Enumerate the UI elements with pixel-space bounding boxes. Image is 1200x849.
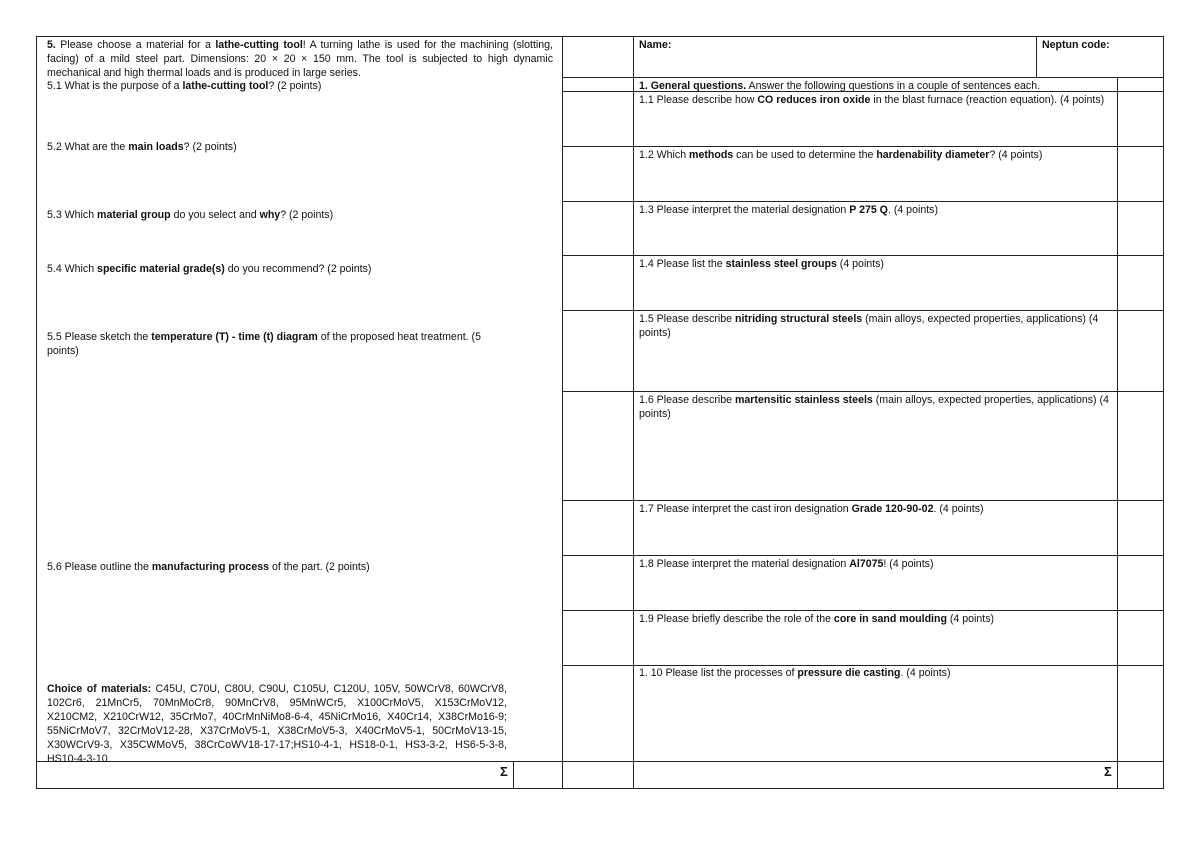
- question-1-4: 1.4 Please list the stainless steel groups (4 points): [639, 258, 884, 270]
- question-5-1: 5.1 What is the purpose of a lathe-cutting tool? (2 points): [47, 80, 322, 92]
- row-line-1-3: [562, 255, 1164, 256]
- left-sum-field[interactable]: [514, 762, 562, 789]
- row-line-1-1: [562, 146, 1164, 147]
- row-line-1-2: [562, 201, 1164, 202]
- question-1-8: 1.8 Please interpret the material designation Al7075! (4 points): [639, 558, 934, 570]
- right-sum-field[interactable]: [1118, 762, 1164, 789]
- row-line-1-7: [562, 555, 1164, 556]
- question-5-6: 5.6 Please outline the manufacturing process of the part. (2 points): [47, 561, 370, 573]
- question-5-3: 5.3 Which material group do you select and why? (2 points): [47, 209, 334, 221]
- divider-right-label-col: [633, 36, 634, 789]
- left-sum-symbol: Σ: [500, 764, 508, 779]
- question-5-2: 5.2 What are the main loads? (2 points): [47, 141, 237, 153]
- neptun-code-label: Neptun code:: [1042, 39, 1110, 51]
- question-5-4: 5.4 Which specific material grade(s) do you recommend? (2 points): [47, 263, 372, 275]
- name-label: Name:: [639, 39, 672, 51]
- question-1-6: 1.6 Please describe martensitic stainless steels (main alloys, expected properties, applications) (4 points): [639, 394, 1109, 420]
- question-1-9: 1.9 Please briefly describe the role of the core in sand moulding (4 points): [639, 613, 995, 625]
- question-5-intro: 5. Please choose a material for a lathe-cutting tool! A turning lathe is used for the machining (slotting, facing) of a mild steel part. Dimensions: 20 × 20 × 150 mm. The tool is subjected to high dynamic mechanical and high thermal loads and is produced in large series.: [47, 39, 554, 79]
- question-1-3: 1.3 Please interpret the material designation P 275 Q. (4 points): [639, 204, 938, 216]
- question-1-1: 1.1 Please describe how CO reduces iron oxide in the blast furnace (reaction equation). (4 points): [639, 94, 1105, 106]
- question-5-5: 5.5 Please sketch the temperature (T) - time (t) diagram of the proposed heat treatment. (5 points): [47, 331, 481, 357]
- question-1-2: 1.2 Which methods can be used to determine the hardenability diameter? (4 points): [639, 149, 1043, 161]
- divider-right-score-col: [1117, 77, 1118, 789]
- question-1-10: 1. 10 Please list the processes of pressure die casting. (4 points): [639, 667, 951, 679]
- question-1-7: 1.7 Please interpret the cast iron designation Grade 120-90-02. (4 points): [639, 503, 984, 515]
- right-sum-symbol: Σ: [1104, 764, 1112, 779]
- neptun-code-field[interactable]: [1037, 52, 1164, 77]
- material-choices: Choice of materials: C45U, C70U, C80U, C90U, C105U, C120U, 105V, 50WCrV8, 60WCrV8, 102Cr6, 21MnCr5, 70MnMoCr8, 90MnCrV8, 95MnWCr5, X100CrMoV5, X153CrMoV12, X210CM2, X210CrW12, 35CrMo7, 40CrMnNiMo8-6-4, 45NiCrMo16, X40Cr14, X38CrMo16-9; 55NiCrMoV7, 32CrMoV12-28, X37CrMoV5-1, X38CrMoV5-3, X40CrMoV5-1, 50CrMoV13-15, X30WCrV9-3, X35CWMoV5, 38CrCoWV18-17-17;HS10-4-1, HS18-0-1, HS3-3-2, HS6-5-3-8, HS10-4-3-10.: [47, 683, 507, 765]
- name-field[interactable]: [634, 52, 1036, 77]
- question-1-5: 1.5 Please describe nitriding structural steels (main alloys, expected properties, applications) (4 points): [639, 313, 1099, 339]
- row-line-1-6: [562, 500, 1164, 501]
- divider-left-main: [562, 36, 563, 789]
- general-questions-heading: 1. General questions. Answer the following questions in a couple of sentences each.: [639, 80, 1041, 92]
- row-line-1-5: [562, 391, 1164, 392]
- row-line-1-8: [562, 610, 1164, 611]
- row-line-name: [562, 77, 1164, 78]
- row-line-1-4: [562, 310, 1164, 311]
